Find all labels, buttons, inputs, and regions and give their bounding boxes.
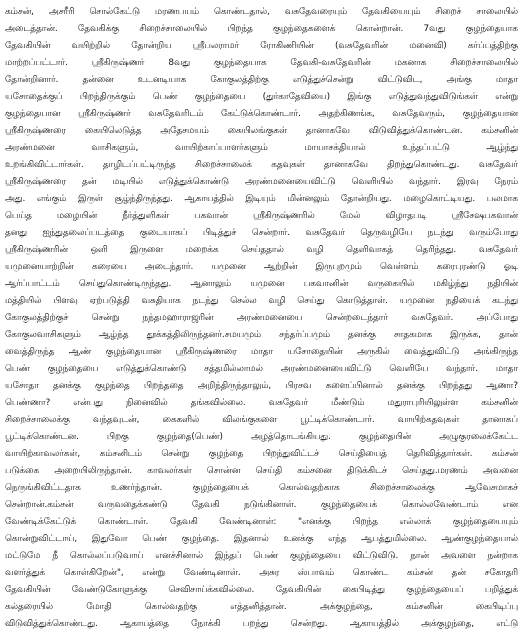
text-line: ஆர்ப்பாட்டம் செய்துகொண்டிருந்தது. ஆனாலும் யமுனை பகவானின் வருகையில் மகிழ்ந்து நதியின் [5,279,518,289]
text-line: கம்சன், அசரீரி சொல்கேட்டு மரணபயம் கொண்டதால், வசுதேவரையும் தேவகியையும் சிறைச் சாலையில் [5,7,518,17]
text-line: தோன்றினார். தன்னை உடனடியாக கோகுலத்திற்கு எடுத்துச்சென்று விட்டுவிட, அங்கு மாதா [5,75,518,85]
text-line: சென்றான்.கம்சன் வருவதைக்கண்டு தேவகி நடுங்கினாள். குழந்தையைக் கொல்லவேண்டாம் என [5,500,518,510]
text-line: நெருங்கிவிட்டதாக உணர்ந்தான். குழந்தையைக் கொல்வதற்காக சிறைச்சாலைக்கு ஆவேசமாகச் [5,483,518,493]
text-line: கொன்றுவிட்டாய், இதுவோ பெண் குழந்தை. இதனால் உனக்கு எந்த ஆபத்துமில்லை. ஆண்குழந்தையால் [5,534,518,544]
text-line: குழந்தையான ஸ்ரீகிருஷ்ணர் வசுதேவரிடம் கேட்டுக்கொண்டார். அதற்கிணங்க, வசுதேவரும், குழந்தையான [5,109,518,119]
text-line: பெய்த மழையின் நீர்த்துளிகள் பகவான் ஸ்ரீகிருஷ்ணரில் மேல் விழாதபடி ஸ்ரீசேஷபகவான் [5,211,518,221]
text-line: அடைத்தான். தேவகிக்கு சிறைச்சாலையில் பிறந்த குழந்தைகளைக் கொன்றான். 7வது குழந்தையாக [5,24,518,34]
text-line: படுக்கை அறையிலிருந்தான். காவலர்கள் சொன்ன செய்தி கம்சனை திடுக்கிடச் செய்தது.மரணம் அவனை [5,466,518,476]
text-line: பெண்ணா? என்பது நினைவில் தங்கவில்லை. வசுதேவர் மீண்டும் மதுராபுரியிலுள்ள கம்சனின் [5,398,518,408]
text-line: தனது ஐந்துதலைப்படத்தை குடையாகப் பிடித்துச் சென்றார். வசுதேவர் தெருவழியே நடந்து வரும்போது [5,228,518,238]
text-line: மாற்றப்பட்டார். ஸ்ரீகிருஷ்ணர் 8வது குழந்தையாக தேவகி-வசுதேவரின் மகனாக சிறைச்சாலையில் [5,58,518,68]
text-line: ஸ்ரீகிருஷ்ணரின் ஒளி இருளை மறைக்க செய்ததால் வழி தெளிவாகத் தெரிந்தது. வசுதேவர் [5,245,518,255]
text-line: கோகுலத்திற்குச் சென்று நந்தமஹாராஜரின் அரண்மனையை சென்றடைந்தார் வசுதேவர். அப்போது [5,313,518,323]
text-line: தேவகியின் வேண்டுகோளுக்கு செவிசாய்க்கவில்லை. தேவகியின் கைபிடித்து குழந்தையைப் பறித்துக் [5,585,518,595]
text-line: வைத்திருந்த ஆண் குழந்தையான ஸ்ரீகிருஷ்ணரை மாதா யசோதையின் அருகில் வைத்துவிட்டு அங்கிருந்த [5,347,518,357]
text-line: ஸ்ரீகிருஷ்ணரை கையிலெடுத்த அதேசமயம் கையிலங்குகள் தானாகவே விடுவித்துக்கொண்டன. கம்சனின் [5,126,518,136]
text-line: பூட்டிக்கொண்டன. பிறகு குழந்தை(பெண்) அழத்தொடங்கியது. குழந்தையின் அழுகுரலைக்கேட்ட [5,432,518,442]
text-line: தேவகியின் வயிற்றில் தோன்றிய ஸ்ரீபலராமர் ரோகிணியின் (வசுதேவரின் மனைவி) கர்ப்பத்திற்கு [5,41,518,51]
text-line: வாயிற்காவலர்கள், கம்சனிடம் சென்று குழந்தை பிறந்துவிட்டச் செய்தியைத் தெரிவித்தார்கள். கம்சன் [5,449,518,459]
text-line: கல்தரையில் மோதி கொல்வதற்கு எத்தனித்தான். அக்குழந்தை, கம்சனின் கைபிடிப்பு [5,602,518,612]
text-line: யமுனையாற்றின் கரையை அடைந்தார். யமுனை ஆற்றின் இருபுறமும் வெள்ளம் கரைபுரண்டு ஓடி [5,262,518,272]
text-line: சிறைச்சாலைக்கு வந்தவுடன், கைகளில் விலங்குகளை பூட்டிக்கொண்டார். வாயிற்கதவுகள் தானாகப் [5,415,518,425]
text-line: பெண் குழந்தையை எடுத்துக்கொண்டு சத்தமில்லாமல் அரண்மனையைவிட்டு வெளியே வந்தார். மாதா [5,364,518,374]
text-line: யசோதைக்குப் பிறந்திருக்கும் பெண் குழந்தையை (துர்காதேவியை) இங்கு எடுத்துவந்துவிடுங்கள் என்று [5,92,518,102]
text-line: வேண்டிக்கேட்டுக் கொண்டாள். தேவகி வேண்டினாள்: "எனக்கு பிறந்த எல்லாக் குழந்தையையும் [5,517,518,527]
text-line: ஸ்ரீகிருஷ்ணரை தன் மடியில் எடுத்துக்கொண்டு அரண்மனையைவிட்டு வெளியில் வந்தார். இரவு நேரம் [5,177,518,187]
text-line: கோகுலவாசிகளும் ஆழ்ந்த தூக்கத்திலிருந்தனர்.சமயமும் சந்தர்ப்பமும் தனக்கு சாதகமாக இருக்க, தான் [5,330,518,340]
text-line: மட்டுமே நீ கொல்லப்படுவாய் எனச்சினால் இந்தப் பெண் குழந்தையை விட்டுவிடு. நான் அவளை நன்றாக [5,551,518,561]
text-line: யசோதா தனக்கு குழந்தை பிறந்ததை அறிந்திருந்தாலும், பிரசவ களைப்பினால் தனக்கு பிறந்தது ஆணா? [5,381,518,391]
text-line: உறங்கிவிட்டார்கள். தாழிடப்பட்டிருந்த சிறைச்சாலைக் கதவுகள் தானாகவே திறந்துகொண்டது. வசுதேவர் [5,160,518,170]
text-line: அரண்மனை வாசிகளும், வாயிற்காப்பாளர்களும் மாயாசக்தியால் உந்தப்பட்டு ஆழ்ந்து [5,143,518,153]
text-line: அது. எங்கும் இருள் சூழ்ந்திருந்தது. ஆகாயத்தில் இடியும் மின்னலும் தோன்றியது. மழைகொட்டியது. பலமாக [5,194,518,204]
text-line: மத்தியில் பிளவு ஏற்படுத்தி வசுதியாக நடந்து செல்ல வழி செய்து கொடுத்தாள். யமுனை நதியைக் கடந்து [5,296,518,306]
text-line: விடுவித்துக்கொண்டது. ஆகாயத்தை நோக்கி பறந்து சென்றது. ஆகாயத்தில் அக்குழந்தை, எட்டு [5,619,518,629]
text-line: வளர்த்துக் கொள்கிறேன்", என்று வேண்டினாள். அசுர ஸ்பாவம் கொண்ட கம்சன் தன் சகோதரி [5,568,518,578]
